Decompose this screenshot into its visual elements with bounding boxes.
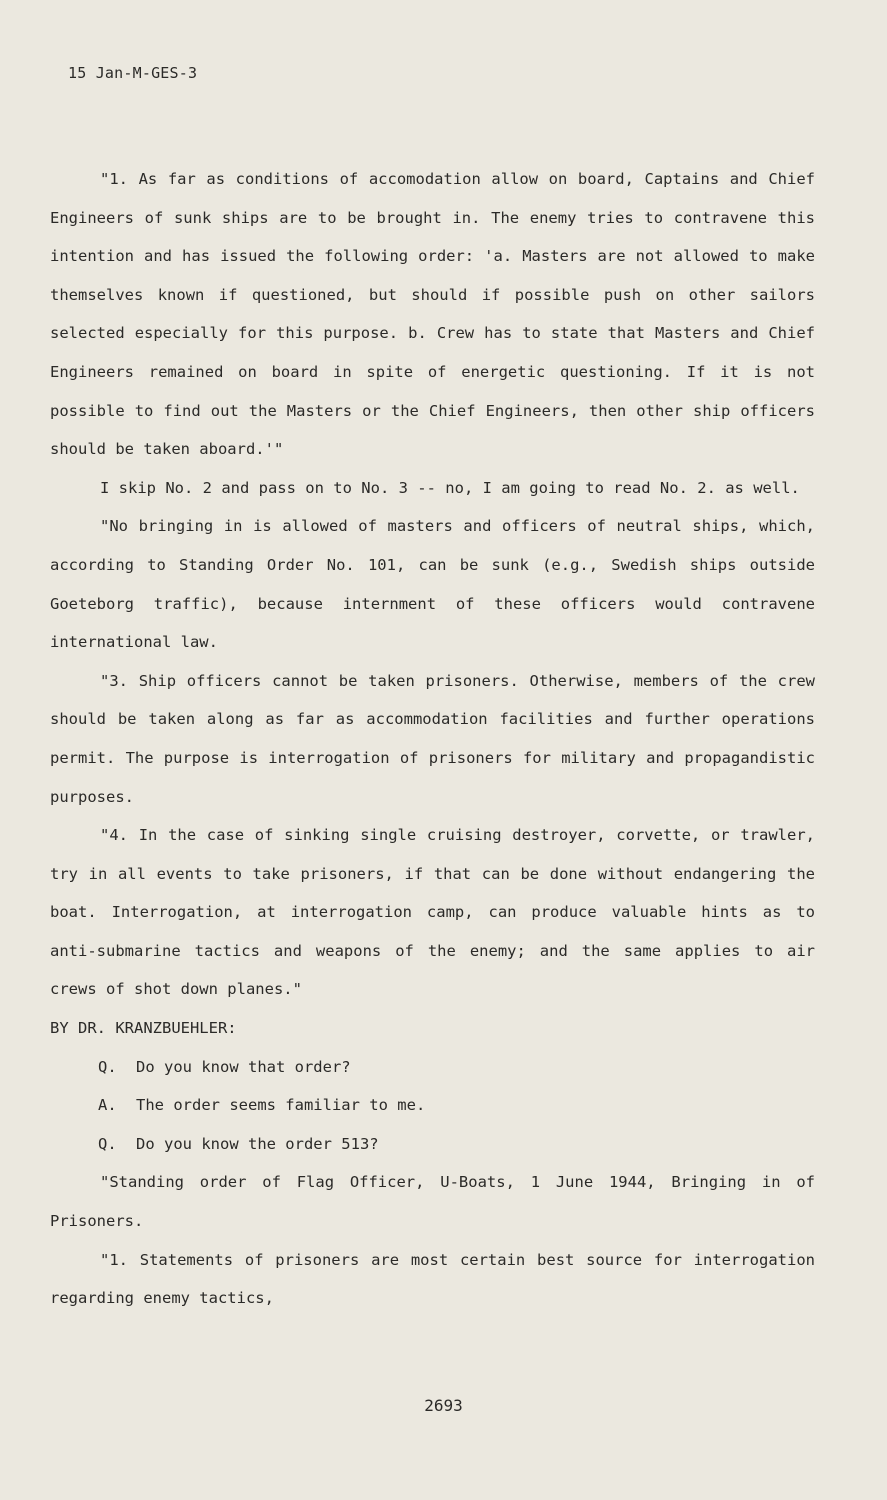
document-reference: 15 Jan-M-GES-3 [68,64,198,82]
qa-text: The order seems familiar to me. [136,1096,426,1115]
transcript-body [50,160,815,1318]
standing-order-title: "Standing order of Flag Officer, U-Boats, 1 June 1944, Bringing in of Prisoners. [50,1173,815,1231]
qa-tag: A. [98,1096,117,1115]
quoted-order-paragraph-2: "No bringing in is allowed of masters and officers of neutral ships, which, according to Standing Order No. 101, can be sunk (e.g., Swedish ships outside Goeteborg traffic), because internment of these officers would contravene international law. [50,517,815,652]
quoted-order-paragraph-4: "4. In the case of sinking single cruising destroyer, corvette, or trawler, try in all events to take prisoners, if that can be done without endangering the boat. Interrogation, at interrogation camp, can produce valuable hints as to anti-submarine tactics and weapons of the enemy; and the same applies to air crews of shot down planes." [50,826,815,999]
qa-tag: Q. [98,1057,117,1076]
speaker-line: BY DR. KRANZBUEHLER: [50,1019,237,1038]
page-number: 2693 [424,1396,463,1415]
testimony-paragraph: I skip No. 2 and pass on to No. 3 -- no, I am going to read No. 2. as well. [100,478,800,497]
qa-line [50,1086,815,1125]
quoted-order-paragraph-1: "1. As far as conditions of accomodation allow on board, Captains and Chief Engineers of sunk ships are to be brought in. The enemy tries to contravene this intention and has issued the following order: 'a. Masters are not allowed to make themselves known if questioned, but should if possible push on other sailors selected especially for this purpose. b. Crew has to state that Masters and Chief Engineers remained on board in spite of energetic questioning. If it is not possible to find out the Masters or the Chief Engineers, then other ship officers should be taken aboard.'" [50,170,815,459]
qa-line [50,1125,815,1164]
qa-text: Do you know that order? [136,1057,351,1076]
qa-line [50,1048,815,1087]
qa-tag: Q. [98,1134,117,1153]
standing-order-paragraph-1: "1. Statements of prisoners are most certain best source for interrogation regarding enemy tactics, [50,1250,815,1308]
quoted-order-paragraph-3: "3. Ship officers cannot be taken prisoners. Otherwise, members of the crew should be taken along as far as accommodation facilities and further operations permit. The purpose is interrogation of prisoners for military and propagandistic purposes. [50,671,815,806]
qa-text: Do you know the order 513? [136,1134,379,1153]
